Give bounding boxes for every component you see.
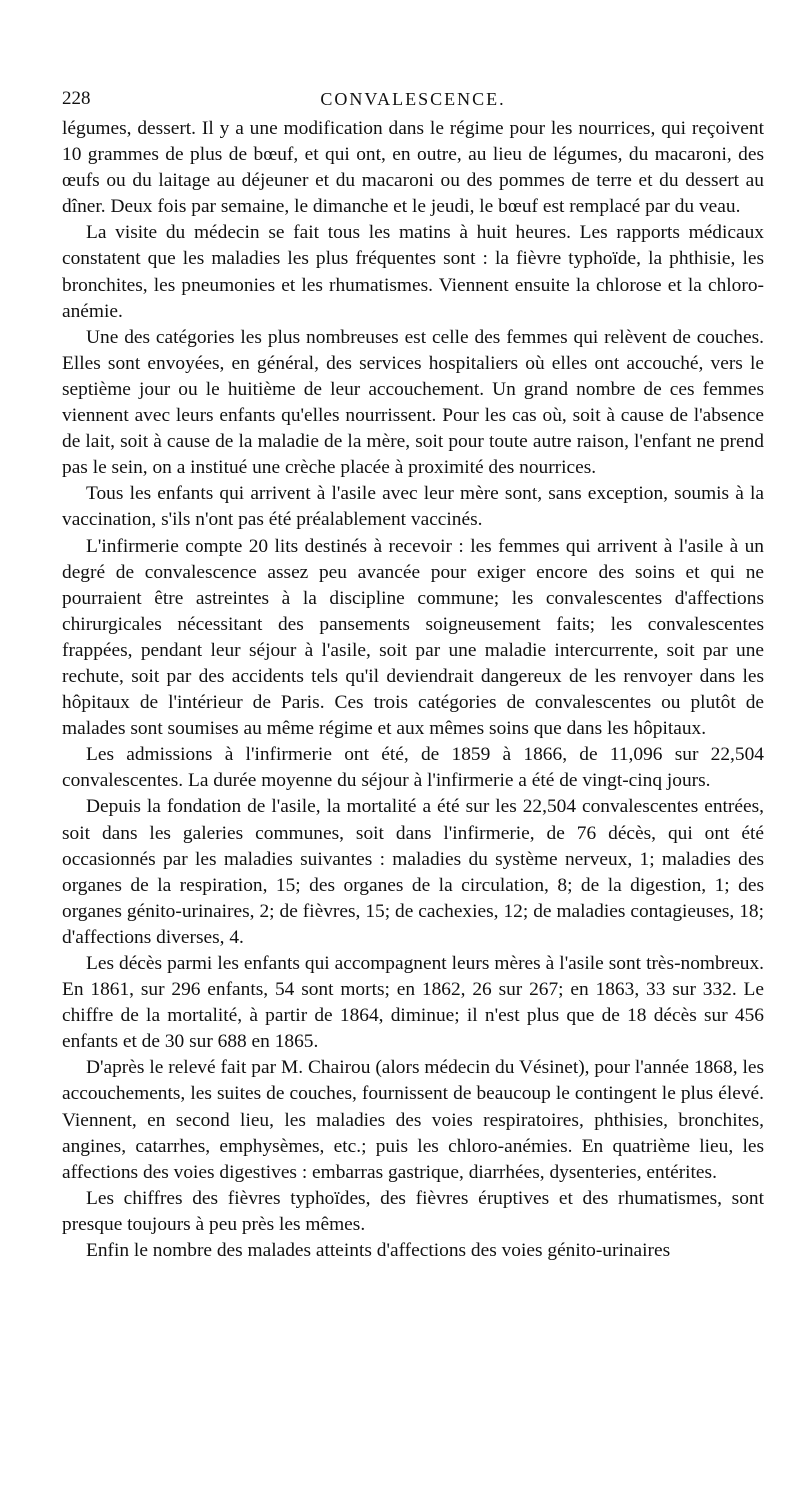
paragraph-diet-continued: légumes, dessert. Il y a une modification dans le régime pour les nourrices, qui reçoivent 10 grammes de plus de bœuf, et qui ont, en outre, au lieu de légumes, du macaroni, des œufs ou du laitage au déjeuner et du macaroni ou des pommes de terre et du dessert au dîner. Deux fois par semaine, le dimanche et le jeudi, le bœuf est remplacé par du veau. <box>62 118 764 218</box>
paragraph-child-deaths: Les décès parmi les enfants qui accompagnent leurs mères à l'asile sont très-nombreux. En 1861, sur 296 enfants, 54 sont morts; en 1862, 26 sur 267; en 1863, 33 sur 332. Le chiffre de la mortalité, à partir de 1864, diminue; il n'est plus que de 18 décès sur 456 enfants et de 30 sur 688 en 1865. <box>62 953 764 1053</box>
paragraph-genito-urinary: Enfin le nombre des malades atteints d'affections des voies génito-urinaires <box>86 1240 671 1262</box>
body-text <box>62 116 764 1264</box>
paragraph-chairou-report: D'après le relevé fait par M. Chairou (alors médecin du Vésinet), pour l'année 1868, les accouchements, les suites de couches, fournissent de beaucoup le contingent le plus élevé. Viennent, en second lieu, les maladies des voies respiratoires, phthisies, bronchites, angines, catarrhes, emphysèmes, etc.; puis les chloro-anémies. En quatrième lieu, les affections des voies digestives : embarras gastrique, diarrhées, dysenteries, entérites. <box>62 1057 764 1183</box>
paragraph-medical-visit: La visite du médecin se fait tous les matins à huit heures. Les rapports médicaux constatent que les maladies les plus fréquentes sont : la fièvre typhoïde, la phthisie, les bronchites, les pneumonies et les rhumatismes. Viennent ensuite la chlorose et la chloro-anémie. <box>62 222 764 322</box>
paragraph-vaccination: Tous les enfants qui arrivent à l'asile avec leur mère sont, sans exception, soumis à la vaccination, s'ils n'ont pas été préalablement vaccinés. <box>62 483 764 531</box>
paragraph-admissions: Les admissions à l'infirmerie ont été, de 1859 à 1866, de 11,096 sur 22,504 convalescentes. La durée moyenne du séjour à l'infirmerie a été de vingt-cinq jours. <box>62 744 764 792</box>
paragraph-fevers: Les chiffres des fièvres typhoïdes, des fièvres éruptives et des rhumatismes, sont presque toujours à peu près les mêmes. <box>62 1187 764 1235</box>
page-header <box>62 84 764 114</box>
running-title: CONVALESCENCE. <box>320 89 506 109</box>
page-number: 228 <box>62 88 91 109</box>
paragraph-postpartum-women: Une des catégories les plus nombreuses est celle des femmes qui relèvent de couches. Elles sont envoyées, en général, des services hospitaliers où elles ont accouché, vers le septième jour ou le huitième de leur accouchement. Un grand nombre de ces femmes viennent avec leurs enfants qu'elles nourrissent. Pour les cas où, soit à cause de l'absence de lait, soit à cause de la maladie de la mère, soit pour toute autre raison, l'enfant ne prend pas le sein, on a institué une crèche placée à proximité des nourrices. <box>62 326 764 479</box>
paragraph-infirmary: L'infirmerie compte 20 lits destinés à recevoir : les femmes qui arrivent à l'asile à un degré de convalescence assez peu avancée pour exiger encore des soins et qui ne pourraient être astreintes à la discipline commune; les convalescentes d'affections chirurgicales nécessitant des pansements soigneusement faits; les convalescentes frappées, pendant leur séjour à l'asile, soit par une maladie intercurrente, soit par une rechute, soit par des accidents tels qu'il deviendrait dangereux de les renvoyer dans les hôpitaux de l'intérieur de Paris. Ces trois catégories de convalescentes ou plutôt de malades sont soumises au même régime et aux mêmes soins que dans les hôpitaux. <box>62 535 764 740</box>
paragraph-mortality: Depuis la fondation de l'asile, la mortalité a été sur les 22,504 convalescentes entrées, soit dans les galeries communes, soit dans l'infirmerie, de 76 décès, qui ont été occasionnés par les maladies suivantes : maladies du système nerveux, 1; maladies des organes de la respiration, 15; des organes de la circulation, 8; de la digestion, 1; des organes génito-urinaires, 2; de fièvres, 15; de cachexies, 12; de maladies contagieuses, 18; d'affections diverses, 4. <box>62 796 764 948</box>
book-page <box>62 84 764 1264</box>
